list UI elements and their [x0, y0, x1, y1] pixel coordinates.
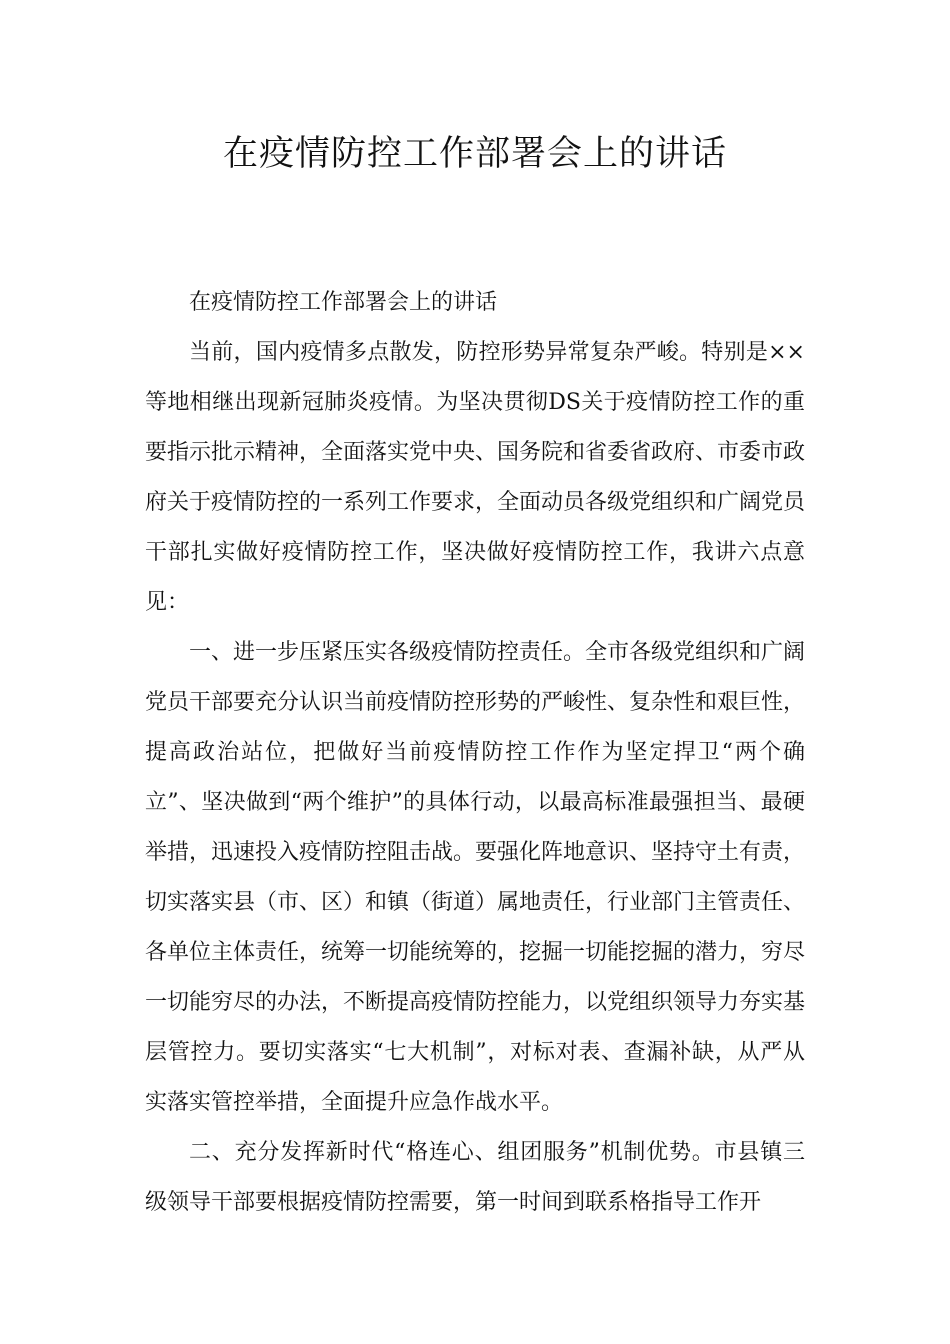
document-body [145, 278, 805, 1228]
paragraph-intro: 当前，国内疫情多点散发，防控形势异常复杂严峻。特别是××等地相继出现新冠肺炎疫情。为坚决贯彻DS关于疫情防控工作的重要指示批示精神，全面落实党中央、国务院和省委省政府、市委市政府关于疫情防控的一系列工作要求，全面动员各级党组织和广阔党员干部扎实做好疫情防控工作，坚决做好疫情防控工作，我讲六点意见： [145, 340, 806, 615]
paragraph-point-one: 一、进一步压紧压实各级疫情防控责任。全市各级党组织和广阔党员干部要充分认识当前疫情防控形势的严峻性、复杂性和艰巨性，提高政治站位，把做好当前疫情防控工作作为坚定捍卫“两个确立”、坚决做到“两个维护”的具体行动，以最高标准最强担当、最硬举措，迅速投入疫情防控阻击战。要强化阵地意识、坚持守土有责，切实落实县（市、区）和镇（街道）属地责任，行业部门主管责任、各单位主体责任，统筹一切能统筹的，挖掘一切能挖掘的潜力，穷尽一切能穷尽的办法，不断提高疫情防控能力，以党组织领导力夯实基层管控力。要切实落实“七大机制”，对标对表、查漏补缺，从严从实落实管控举措，全面提升应急作战水平。 [145, 640, 806, 1115]
document-title: 在疫情防控工作部署会上的讲话 [222, 134, 727, 174]
paragraph-point-two: 二、充分发挥新时代“格连心、组团服务”机制优势。市县镇三级领导干部要根据疫情防控需要，第一时间到联系格指导工作开 [145, 1140, 805, 1215]
paragraph-heading: 在疫情防控工作部署会上的讲话 [189, 290, 498, 315]
